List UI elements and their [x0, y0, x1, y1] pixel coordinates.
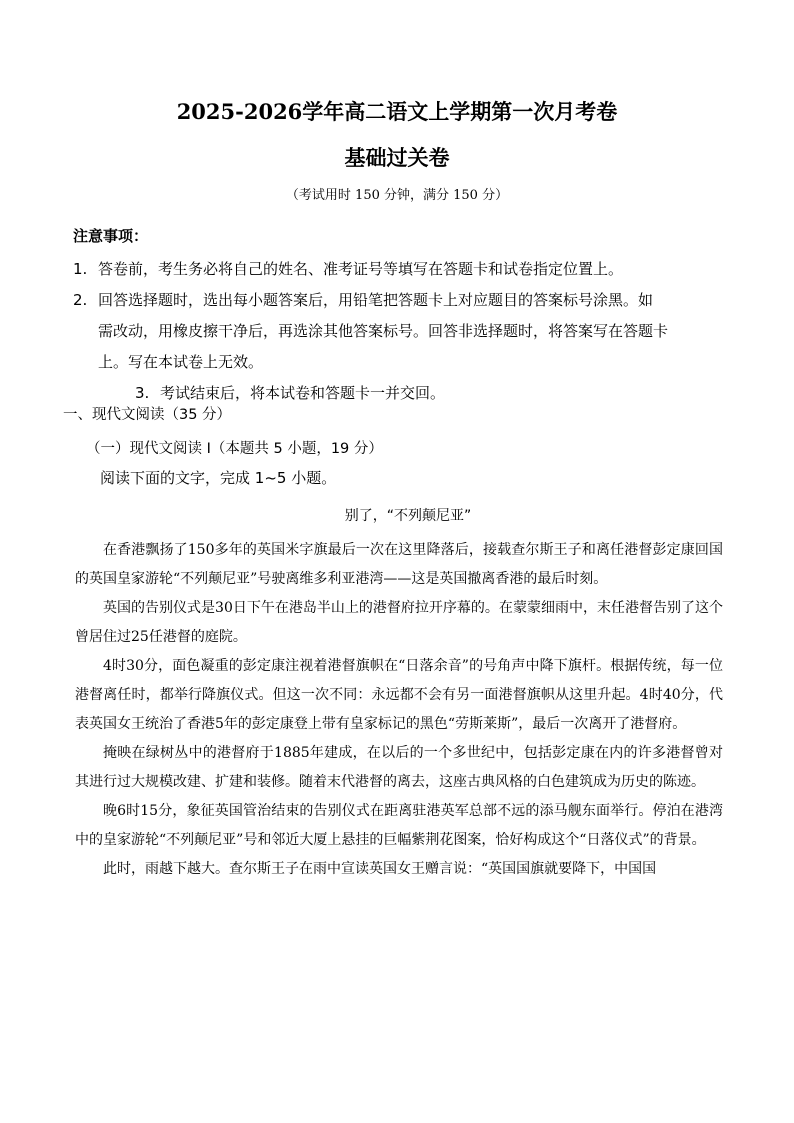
article-paragraph: 此时，雨越下越大。查尔斯王子在雨中宣读英国女王赠言说：“英国国旗就要降下，中国国	[103, 861, 657, 877]
note-item-3	[135, 378, 785, 409]
article-paragraph: 4时30分，面色凝重的彭定康注视着港督旗帜在“日落余音”的号角声中降下旗杆。根据传统，每一位港督离任时，都举行降旗仪式。但这一次不同：永远都不会有另一面港督旗帜从这里升起。4时40分，代表英国女王统治了香港5年的彭定康登上带有皇家标记的黑色“劳斯莱斯”，最后一次离开了港督府。	[75, 658, 723, 732]
note-line: 需改动，用橡皮擦干净后，再选涂其他答案标号。回答非选择题时，将答案写在答题卡	[98, 322, 669, 340]
note-number: 1.	[73, 260, 88, 278]
article-body	[75, 536, 723, 884]
article-paragraph: 掩映在绿树丛中的港督府于1885年建成，在以后的一个多世纪中，包括彭定康在内的许多港督曾对其进行过大规模改建、扩建和装修。随着末代港督的离去，这座古典风格的白色建筑成为历史的陈迹。	[75, 745, 723, 790]
note-item-2	[73, 285, 723, 378]
article-paragraph: 晚6时15分，象征英国管治结束的告别仪式在距离驻港英军总部不远的添马舰东面举行。停泊在港湾中的皇家游轮“不列颠尼亚”号和邻近大厦上悬挂的巨幅紫荆花图案，恰好构成这个“日落仪式”的背景。	[75, 803, 723, 848]
exam-duration: （考试用时 150 分钟，满分 150 分）	[285, 188, 509, 203]
reading-instruction: 阅读下面的文字，完成 1~5 小题。	[100, 469, 337, 487]
note-line: 上。写在本试卷上无效。	[98, 353, 264, 371]
note-number: 2.	[73, 291, 88, 309]
note-item-1	[73, 254, 723, 285]
note-line: 考试结束后，将本试卷和答题卡一并交回。	[160, 384, 446, 402]
exam-title: 2025-2026学年高二语文上学期第一次月考卷	[176, 99, 618, 124]
note-line: 答卷前，考生务必将自己的姓名、准考证号等填写在答题卡和试卷指定位置上。	[98, 260, 624, 278]
note-line: 回答选择题时，选出每小题答案后，用铅笔把答题卡上对应题目的答案标号涂黑。如	[98, 291, 654, 309]
article-paragraph: 在香港飘扬了150多年的英国米字旗最后一次在这里降落后，接载查尔斯王子和离任港督彭定康回国的英国皇家游轮“不列颠尼亚”号驶离维多利亚港湾——这是英国撤离香港的最后时刻。	[75, 542, 723, 587]
section-title: 一、现代文阅读（35 分）	[63, 407, 232, 423]
article-title: 别了，“不列颠尼亚”	[344, 508, 472, 524]
note-number: 3.	[135, 384, 150, 402]
exam-subtitle: 基础过关卷	[344, 145, 450, 170]
sub-section-title: （一）现代文阅读 I（本题共 5 小题，19 分）	[86, 441, 383, 457]
article-paragraph: 英国的告别仪式是30日下午在港岛半山上的港督府拉开序幕的。在蒙蒙细雨中，末任港督告别了这个曾居住过25任港督的庭院。	[75, 600, 723, 645]
notes-title: 注意事项：	[73, 227, 149, 245]
